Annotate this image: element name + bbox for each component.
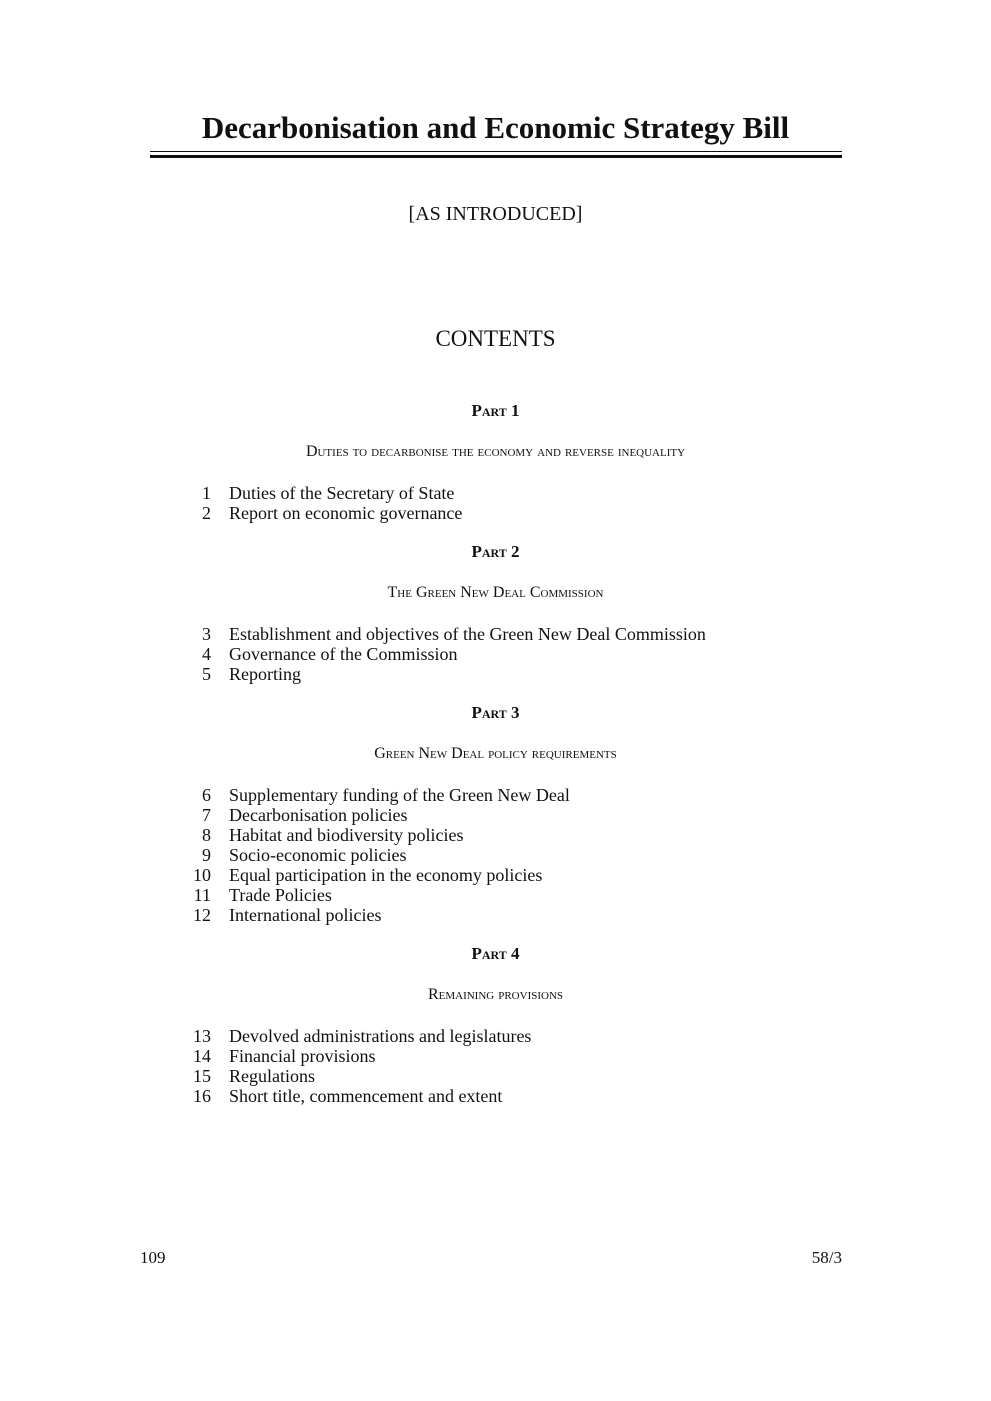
clause-number: 3	[202, 624, 211, 644]
clause-number: 1	[202, 483, 211, 503]
clause-title: Equal participation in the economy policies	[229, 865, 543, 885]
clause-list	[0, 1026, 991, 1106]
bill-title: Decarbonisation and Economic Strategy Bill	[201, 110, 790, 145]
contents-heading: CONTENTS	[435, 326, 556, 351]
part-subheading: Green New Deal policy requirements	[374, 745, 617, 762]
clause-title: Socio-economic policies	[229, 845, 407, 865]
clause-title: Report on economic governance	[229, 503, 463, 523]
part-heading: Part 1	[471, 401, 520, 420]
clause-entry	[0, 785, 991, 805]
clause-title: Financial provisions	[229, 1046, 376, 1066]
part-section	[0, 401, 991, 523]
clause-title: International policies	[229, 905, 382, 925]
clause-number: 16	[193, 1086, 211, 1106]
clause-number: 13	[193, 1026, 211, 1046]
clause-entry	[0, 483, 991, 503]
clause-list	[0, 483, 991, 523]
clause-number: 6	[202, 785, 211, 805]
clause-number: 9	[202, 845, 211, 865]
clause-title: Trade Policies	[229, 885, 332, 905]
clause-number: 15	[193, 1066, 211, 1086]
part-heading: Part 2	[471, 542, 520, 561]
clause-title: Supplementary funding of the Green New Deal	[229, 785, 570, 805]
bill-status: [AS INTRODUCED]	[408, 203, 583, 225]
clause-entry	[0, 825, 991, 845]
clause-title: Decarbonisation policies	[229, 805, 408, 825]
clause-entry	[0, 865, 991, 885]
clause-number: 2	[202, 503, 211, 523]
part-subheading: The Green New Deal Commission	[387, 584, 604, 601]
clause-entry	[0, 845, 991, 865]
part-subheading: Remaining provisions	[427, 986, 564, 1003]
part-section	[0, 703, 991, 925]
clause-entry	[0, 905, 991, 925]
clause-entry	[0, 644, 991, 664]
clause-number: 10	[193, 865, 211, 885]
part-subheading: Duties to decarbonise the economy and reverse inequality	[305, 443, 686, 460]
table-of-contents	[0, 401, 991, 1125]
clause-entry	[0, 1066, 991, 1086]
bill-reference: 58/3	[811, 1248, 842, 1267]
clause-title: Devolved administrations and legislatures	[229, 1026, 532, 1046]
part-heading: Part 3	[471, 703, 520, 722]
clause-title: Short title, commencement and extent	[229, 1086, 503, 1106]
clause-entry	[0, 1026, 991, 1046]
clause-number: 7	[202, 805, 211, 825]
clause-title: Duties of the Secretary of State	[229, 483, 455, 503]
clause-entry	[0, 1046, 991, 1066]
clause-title: Governance of the Commission	[229, 644, 458, 664]
clause-number: 8	[202, 825, 211, 845]
clause-entry	[0, 805, 991, 825]
clause-list	[0, 785, 991, 925]
clause-entry	[0, 664, 991, 684]
clause-number: 14	[193, 1046, 211, 1066]
clause-entry	[0, 885, 991, 905]
clause-title: Establishment and objectives of the Green New Deal Commission	[229, 624, 706, 644]
clause-entry	[0, 1086, 991, 1106]
clause-number: 5	[202, 664, 211, 684]
page-number: 109	[140, 1248, 166, 1267]
clause-title: Regulations	[229, 1066, 315, 1086]
clause-title: Habitat and biodiversity policies	[229, 825, 464, 845]
clause-entry	[0, 624, 991, 644]
clause-list	[0, 624, 991, 684]
title-rule-thick	[150, 155, 842, 158]
part-section	[0, 944, 991, 1106]
clause-number: 4	[202, 644, 211, 664]
clause-number: 12	[193, 905, 211, 925]
clause-number: 11	[193, 885, 211, 905]
clause-entry	[0, 503, 991, 523]
title-rule-thin	[150, 151, 842, 152]
part-section	[0, 542, 991, 684]
part-heading: Part 4	[471, 944, 520, 963]
clause-title: Reporting	[229, 664, 301, 684]
